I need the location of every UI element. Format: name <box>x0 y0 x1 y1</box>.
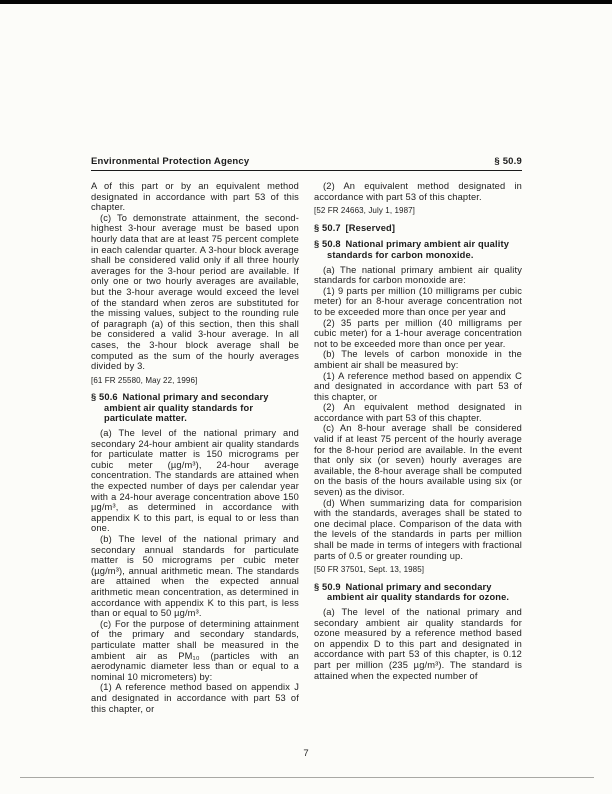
body-paragraph: (a) The national primary ambient air quality standards for carbon monoxide are: <box>314 264 522 286</box>
scan-edge-top <box>0 0 612 4</box>
body-paragraph: (d) When summarizing data for comparision with the standards, averages shall be stated to one decimal place. Comparison of the data with the levels of the standards in parts per million shall be made in terms of integers with fractional parts of 0.5 or greater rounding up. <box>314 497 522 561</box>
body-paragraph: (1) A reference method based on appendix J and designated in accordance with part 53 of this chapter, or <box>91 682 299 714</box>
section-heading: § 50.7 [Reserved] <box>314 222 396 233</box>
source-citation: [61 FR 25580, May 22, 1996] <box>91 375 198 385</box>
source-citation: [52 FR 24663, July 1, 1987] <box>314 206 415 216</box>
body-paragraph: (a) The level of the national primary and secondary 24-hour ambient air quality standards for particulate matter is 150 micrograms per cubic meter (µg/m³), 24-hour average concentration. The standards are attained when the expected number of days per calendar year with a 24-hour average concentration above 150 µg/m³, as determined in accordance with appendix K to this part, is equal to or less than one. <box>91 428 299 534</box>
page-number: 7 <box>303 748 309 759</box>
scan-edge-bottom <box>20 777 594 778</box>
running-head-agency: Environmental Protection Agency <box>91 156 250 167</box>
source-citation: [50 FR 37501, Sept. 13, 1985] <box>314 565 425 575</box>
body-paragraph: (2) 35 parts per million (40 milligrams per cubic meter) for a 1-hour average concentration not to be exceeded more than once per year. <box>314 317 522 349</box>
body-paragraph: (c) For the purpose of determining attainment of the primary and secondary standards, particulate matter shall be measured in the ambient air as PM₁₀ (particles with an aerodynamic diameter less than or equal to a nominal 10 micrometers) by: <box>91 618 299 682</box>
left-column <box>91 181 299 714</box>
body-paragraph: (b) The level of the national primary and secondary annual standards for particulate matter is 50 micrograms per cubic meter (µg/m³), annual arithmetic mean. The standards are attained when the expected annual arithmetic mean concentration, as determined in accordance with appendix K to this part, is less than or equal to 50 µg/m³. <box>91 534 299 619</box>
body-paragraph: A of this part or by an equivalent method designated in accordance with part 53 of this chapter. <box>91 181 299 213</box>
right-column <box>314 181 522 714</box>
body-paragraph: (1) A reference method based on appendix C and designated in accordance with part 53 of this chapter, or <box>314 370 522 402</box>
body-paragraph: (c) An 8-hour average shall be considered valid if at least 75 percent of the hourly average for the 8-hour period are available. In the event that only six (or seven) hourly averages are available, the 8-hour average shall be computed on the basis of the hours available using six (or seven) as the divisor. <box>314 423 522 498</box>
body-paragraph: (1) 9 parts per million (10 milligrams per cubic meter) for an 8-hour average concentration not to be exceeded more than once per year and <box>314 285 522 317</box>
running-head-section: § 50.9 <box>494 156 522 167</box>
body-paragraph: (b) The levels of carbon monoxide in the ambient air shall be measured by: <box>314 349 522 370</box>
body-paragraph: (2) An equivalent method designated in accordance with part 53 of this chapter. <box>314 402 522 423</box>
document-body <box>91 181 522 714</box>
body-paragraph: (a) The level of the national primary and secondary ambient air quality standards for ozone measured by a reference method based on appendix D to this part and designated in accordance with part 53 of this chapter, is 0.12 part per million (235 µg/m³). The standard is attained when the expected number of <box>314 606 522 681</box>
section-heading: § 50.8 National primary ambient air quality standards for carbon monoxide. <box>314 239 510 260</box>
section-heading: § 50.9 National primary and secondary ambient air quality standards for ozone. <box>314 581 510 603</box>
running-head <box>91 156 522 171</box>
body-paragraph: (c) To demonstrate attainment, the second-highest 3-hour average must be based upon hourly data that are at least 75 percent complete in each calendar quarter. A 3-hour block average shall be considered valid only if all three hourly averages for the 3-hour period are available. If only one or two hourly averages are available, but the 3-hour average would exceed the level of the standard when zeros are substituted for the missing values, subject to the rounding rule of paragraph (a) of this section, then this shall be considered a valid 3-hour average. In all cases, the 3-hour block average shall be computed as the sum of the hourly averages divided by 3. <box>91 212 299 372</box>
body-paragraph: (2) An equivalent method designated in accordance with part 53 of this chapter. <box>314 181 522 202</box>
section-heading: § 50.6 National primary and secondary ambient air quality standards for particulate matter. <box>91 392 269 424</box>
